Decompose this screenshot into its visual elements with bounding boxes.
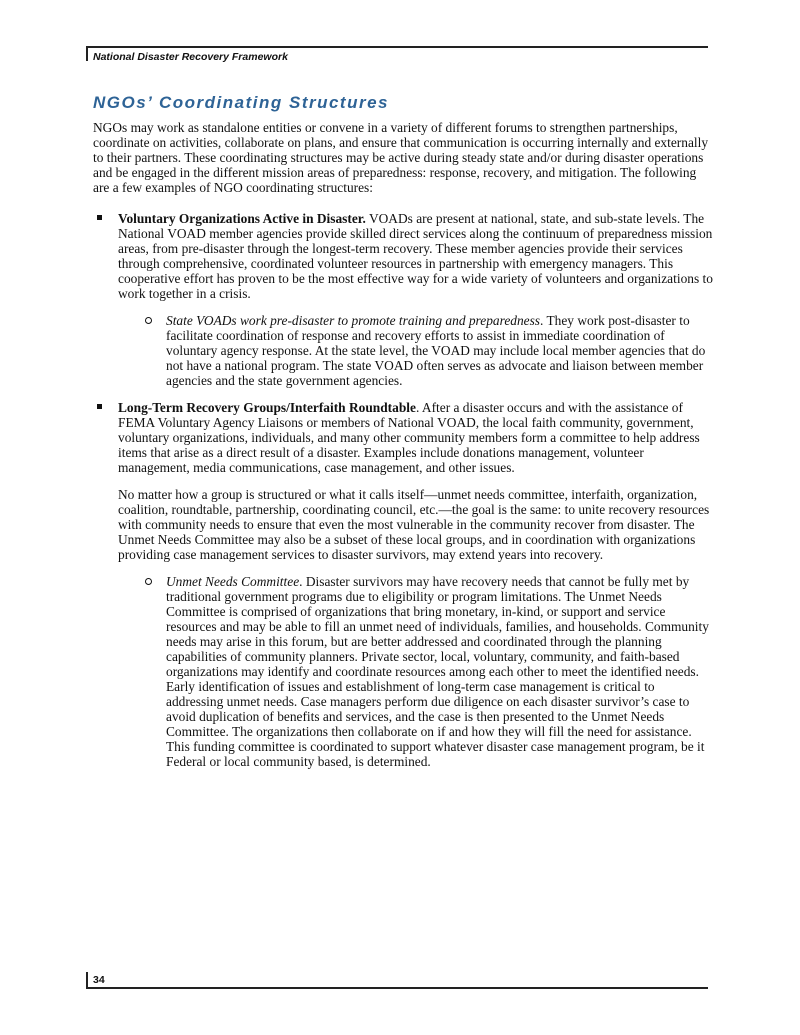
sub-bullet-state-voads — [118, 313, 713, 388]
bullet-text: VOADs are present at national, state, and sub-state levels. The National VOAD member agencies provide skilled direct services along the continuum of preparedness mission areas, from pre-disaster through the longest-term recovery. These member agencies provide their services through comprehensive, coordinated volunteer resources in partnership with emergency managers. This cooperative effort has proven to be the most effective way for a wide variety of volunteers and organizations to work together in a crisis. — [118, 211, 713, 301]
section-title: NGOs’ Coordinating Structures — [93, 93, 390, 112]
sub-bullet-text: . Disaster survivors may have recovery needs that cannot be fully met by traditional government programs due to eligibility or program limitations. The Unmet Needs Committee is comprised of organizations that bring monetary, in-kind, or support and service resources and may be able to fill an unmet need of individuals, families, and households. Community needs may arise in this forum, but are better addressed and coordinated through the planning capabilities of community planners. Private sector, local, voluntary, community, and faith-based organizations may identify and coordinate resources among each other to meet the identified needs. Early identification of issues and establishment of long-term case management is critical to addressing unmet needs. Case managers perform due diligence on each disaster survivor’s case to avoid duplication of benefits and services, and the case is then presented to the Unmet Needs Committee. The organizations then collaborate on if and how they will fill the need for assistance. This funding committee is coordinated to support whatever disaster case management program, be it Federal or local community based, is determined. — [166, 574, 709, 769]
sub-bullet-heading: Unmet Needs Committee — [166, 574, 300, 589]
footer-rule-left — [86, 972, 88, 988]
header-rule — [86, 46, 708, 48]
bullet-paragraph: No matter how a group is structured or what it calls itself—unmet needs committee, interfaith, organization, coalition, roundtable, partnership, coordinating council, etc.—the goal is the same: to unite recovery resources with community needs to ensure that even the most vulnerable in the community recover from disaster. The Unmet Needs Committee may also be a subset of these local groups, and in coordination with organizations providing case management services to disaster survivors, may extend years into recovery. — [118, 487, 710, 562]
bullet-list — [93, 211, 713, 769]
running-header-title: National Disaster Recovery Framework — [93, 51, 288, 63]
circle-bullet-icon — [145, 317, 152, 324]
intro-paragraph: NGOs may work as standalone entities or convene in a variety of different forums to strengthen partnerships, coordinate on activities, collaborate on plans, and ensure that communication is occurring internally and externally to their partners. These coordinating structures may be active during steady state and/or during disaster operations and be engaged in the different mission areas of preparedness: response, recovery, and mitigation. The following are a few examples of NGO coordinating structures: — [93, 120, 709, 195]
circle-bullet-icon — [145, 578, 152, 585]
square-bullet-icon — [97, 215, 102, 220]
page-number: 34 — [93, 974, 105, 986]
bullet-heading: Long-Term Recovery Groups/Interfaith Roundtable — [118, 400, 416, 415]
footer-rule — [86, 987, 708, 989]
header-rule-left — [86, 46, 88, 61]
sub-bullet-text: . They work post-disaster to facilitate coordination of response and recovery efforts to assist in immediate coordination of voluntary agency response. At the state level, the VOAD may include local member agencies that do not have a national program. The state VOAD often serves as advocate and liaison between member agencies and the state government agencies. — [166, 313, 706, 388]
sub-bullet-list — [118, 574, 713, 769]
bullet-text: . After a disaster occurs and with the assistance of FEMA Voluntary Agency Liaisons or members of National VOAD, the local faith community, government, voluntary organizations, individuals, and many other community members form a committee to help address items that arise as a direct result of a disaster. Examples include donations management, volunteer management, media communications, case management, and other issues. — [118, 400, 700, 475]
sub-bullet-list — [118, 313, 713, 388]
bullet-long-term-recovery — [93, 400, 713, 769]
bullet-voad — [93, 211, 713, 388]
sub-bullet-unmet-needs — [118, 574, 713, 769]
square-bullet-icon — [97, 404, 102, 409]
sub-bullet-heading: State VOADs work pre-disaster to promote training and preparedness — [166, 313, 541, 328]
bullet-heading: Voluntary Organizations Active in Disaster. — [118, 211, 366, 226]
body-content — [93, 120, 713, 781]
